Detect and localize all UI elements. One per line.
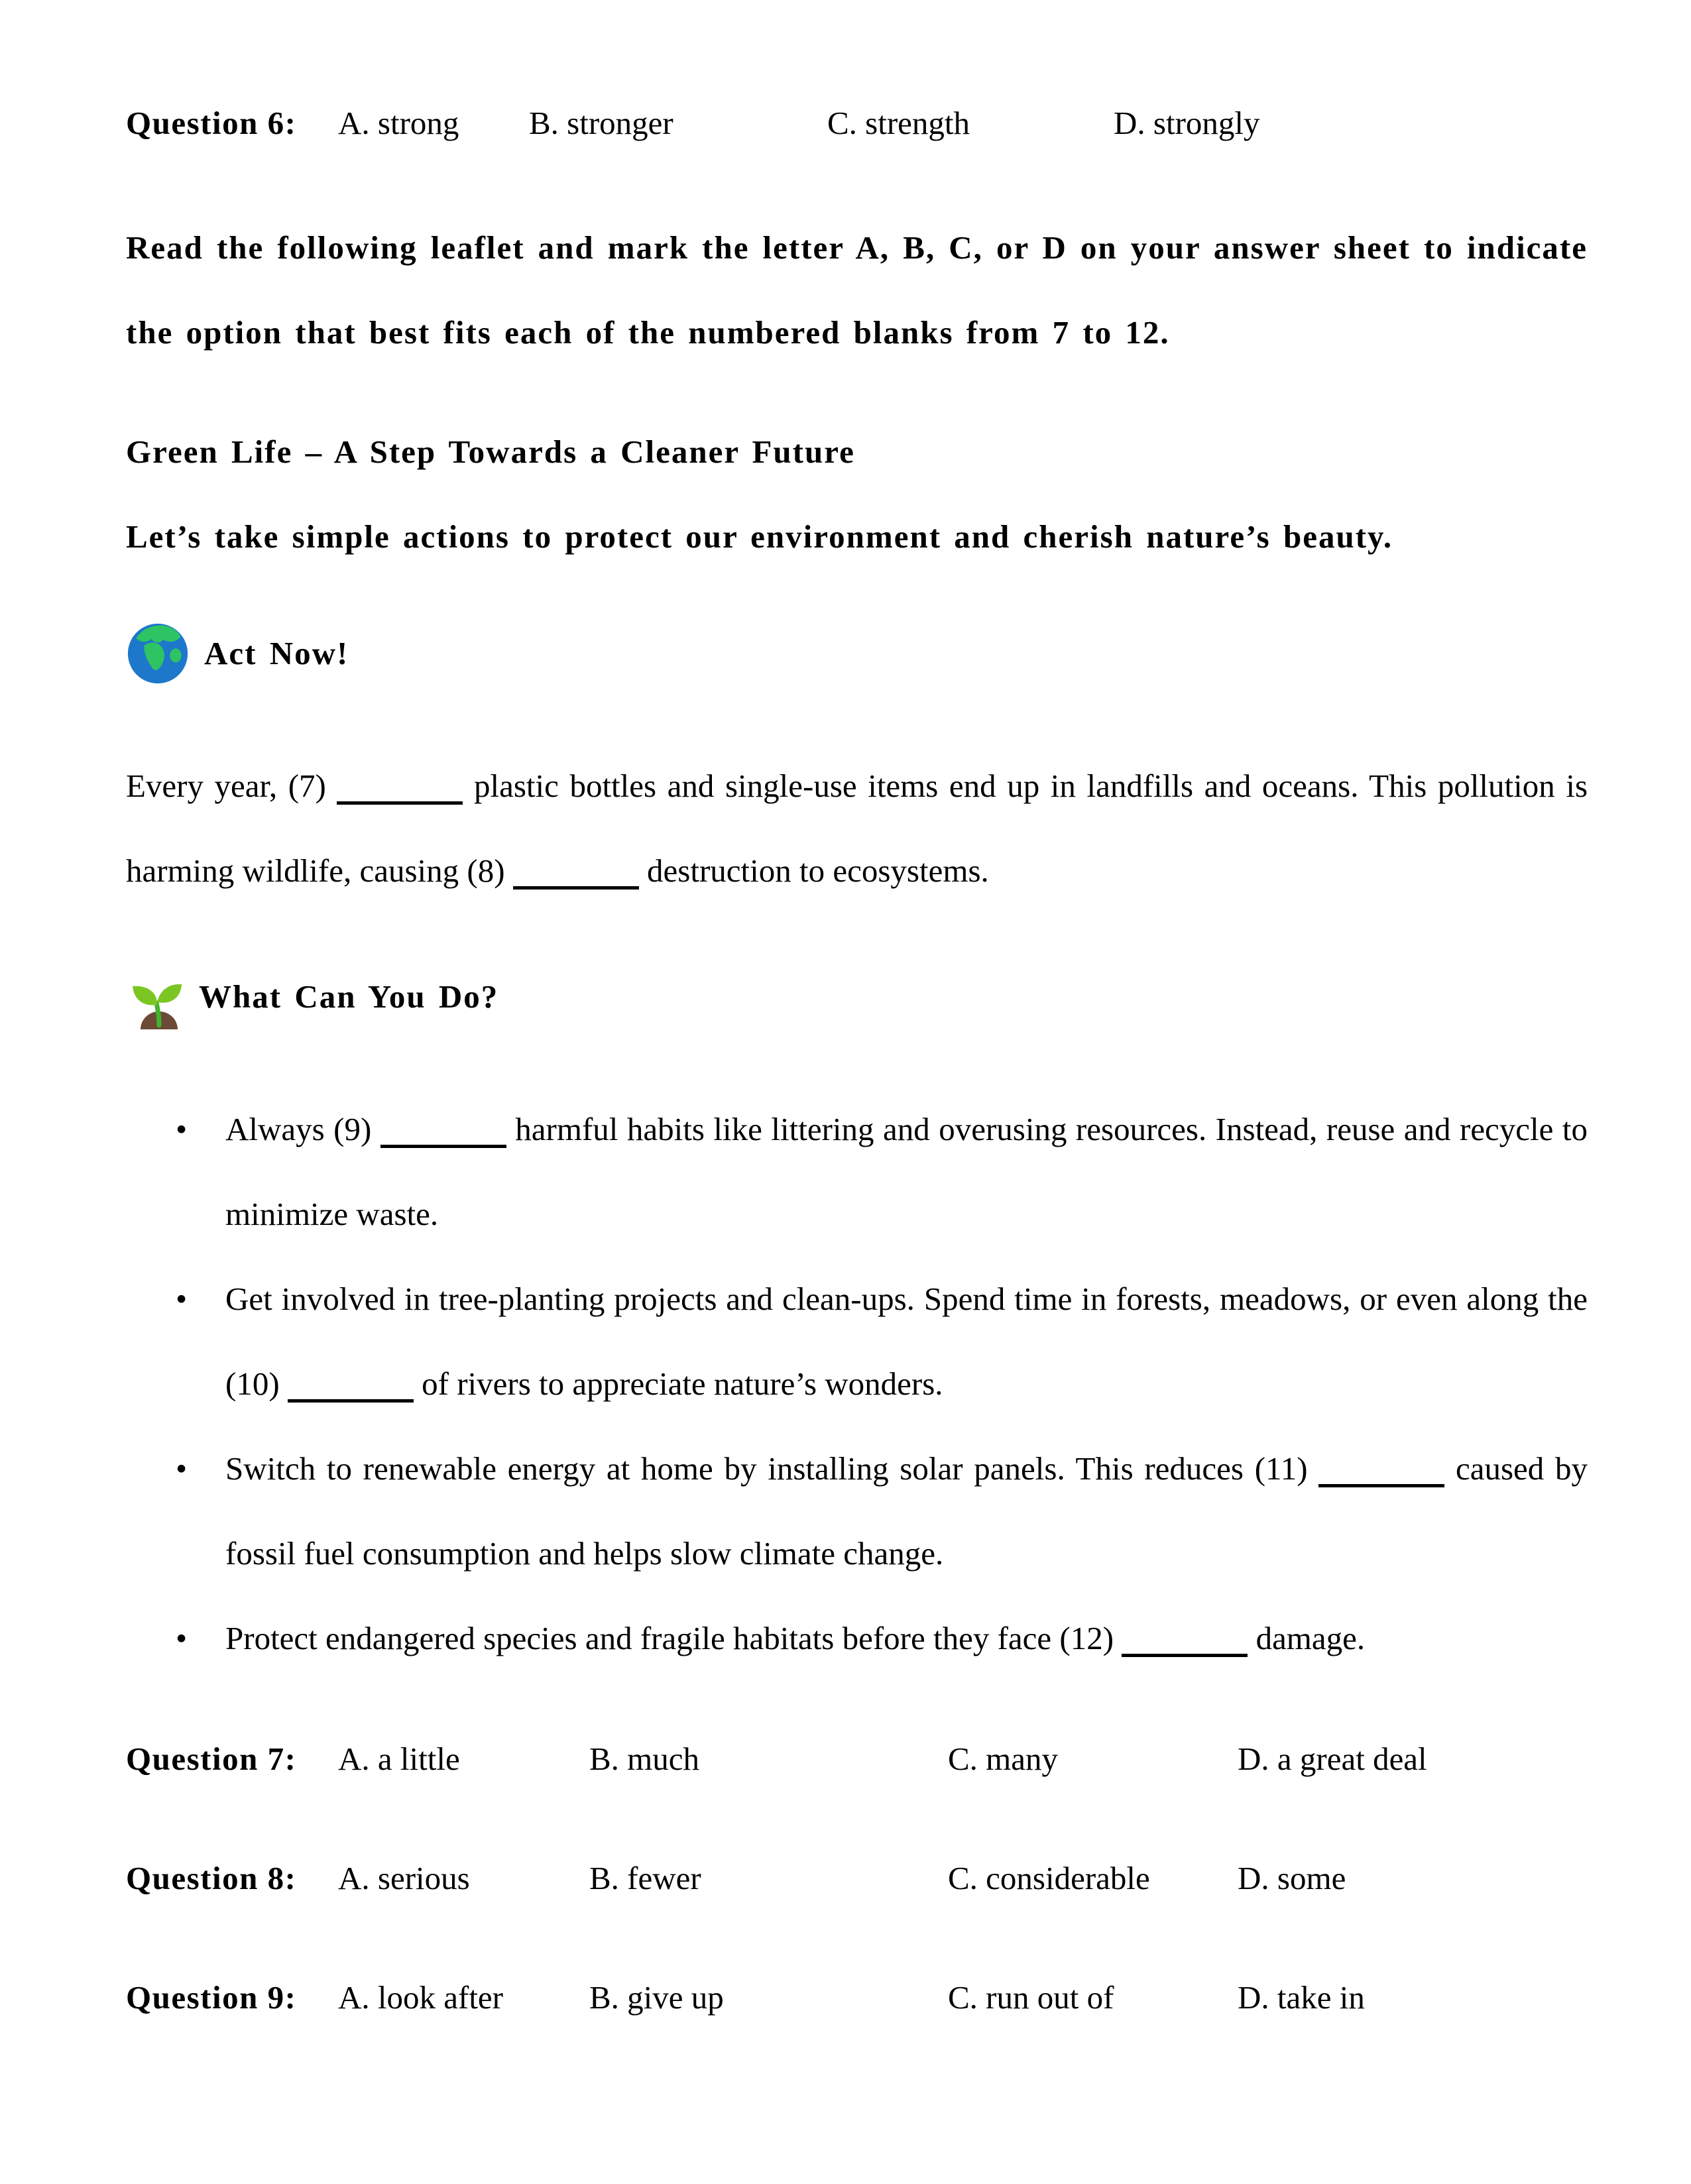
question-8-option-b: B. fewer <box>589 1860 701 1896</box>
question-6-row <box>126 81 1588 166</box>
question-6-option-b: B. stronger <box>529 105 673 141</box>
question-8-row <box>126 1836 1588 1921</box>
intro-paragraph <box>126 744 1588 913</box>
intro-part-2: plastic bottles and single-use items end up in landfills and oceans. This pollution is harming wildlife, causing (8) <box>126 768 1588 889</box>
question-7-label: Question 7: <box>126 1741 297 1777</box>
intro-part-1: Every year, (7) <box>126 768 326 804</box>
question-9-option-b: B. give up <box>589 1979 724 2016</box>
bullet-item-2 <box>126 1257 1588 1426</box>
question-7-option-c: C. many <box>948 1741 1059 1777</box>
blank-9 <box>380 1144 506 1148</box>
blank-10 <box>288 1399 414 1403</box>
bullet-marker: • <box>176 1281 188 1317</box>
bullet-text-2 <box>225 1257 1588 1426</box>
blank-7 <box>337 801 463 805</box>
question-7-option-a: A. a little <box>338 1741 460 1777</box>
question-8-option-a: A. serious <box>338 1860 470 1896</box>
bullet-1-part-2: harmful habits like littering and overusing resources. Instead, reuse and recycle to minimize waste. <box>225 1111 1588 1232</box>
blank-11 <box>1318 1483 1444 1487</box>
blank-12 <box>1122 1653 1248 1657</box>
bullet-marker: • <box>176 1620 188 1656</box>
seedling-icon <box>126 964 192 1033</box>
bullet-text-3 <box>225 1426 1588 1596</box>
bullet-2-part-1: Get involved in tree-planting projects and clean-ups. Spend time in forests, meadows, or even along the (10) <box>225 1281 1588 1402</box>
question-6-option-c: C. strength <box>827 105 970 141</box>
bullet-3-part-1: Switch to renewable energy at home by installing solar panels. This reduces (11) <box>225 1450 1308 1487</box>
globe-europe-africa-icon <box>126 622 190 685</box>
bullet-item-1 <box>126 1087 1588 1257</box>
bullet-text-1 <box>225 1087 1588 1257</box>
question-6-option-d: D. strongly <box>1114 105 1260 141</box>
bullet-2-part-2: of rivers to appreciate nature’s wonders. <box>422 1365 943 1402</box>
leaflet-title-block <box>126 410 1588 579</box>
bullet-item-4 <box>126 1596 1588 1681</box>
leaflet-title: Green Life – A Step Towards a Cleaner Future <box>126 433 855 470</box>
question-7-row <box>126 1717 1588 1802</box>
bullet-marker: • <box>176 1450 188 1487</box>
question-9-option-c: C. run out of <box>948 1979 1114 2016</box>
question-7-option-b: B. much <box>589 1741 700 1777</box>
bullet-item-3 <box>126 1426 1588 1596</box>
bullet-marker: • <box>176 1111 188 1147</box>
question-6-label: Question 6: <box>126 105 297 141</box>
question-8-label: Question 8: <box>126 1860 297 1896</box>
act-now-heading <box>126 611 1588 696</box>
intro-part-3: destruction to ecosystems. <box>647 852 989 889</box>
bullet-4-part-1: Protect endangered species and fragile habitats before they face (12) <box>225 1620 1114 1656</box>
bullet-text-4 <box>225 1596 1588 1681</box>
bullet-3-part-2: caused by fossil fuel consumption and helps slow climate change. <box>225 1450 1588 1572</box>
bullet-1-part-1: Always (9) <box>225 1111 372 1147</box>
what-can-you-do-heading <box>126 954 1588 1039</box>
leaflet-subtitle: Let’s take simple actions to protect our environment and cherish nature’s beauty. <box>126 518 1393 555</box>
question-6-option-a: A. strong <box>338 105 459 141</box>
bullet-4-part-2: damage. <box>1255 1620 1366 1656</box>
bullet-list <box>126 1087 1588 1681</box>
question-9-row <box>126 1955 1588 2040</box>
blank-8 <box>513 886 639 890</box>
question-9-label: Question 9: <box>126 1979 297 2016</box>
question-8-option-d: D. some <box>1238 1860 1346 1896</box>
question-8-option-c: C. considerable <box>948 1860 1150 1896</box>
question-7-option-d: D. a great deal <box>1238 1741 1427 1777</box>
what-can-you-do-heading-text: What Can You Do? <box>199 978 499 1015</box>
act-now-heading-text: Act Now! <box>204 635 349 671</box>
question-9-option-a: A. look after <box>338 1979 503 2016</box>
question-9-option-d: D. take in <box>1238 1979 1365 2016</box>
instruction-text: Read the following leaflet and mark the letter A, B, C, or D on your answer sheet to indicate the option that best fits each of the numbered blanks from 7 to 12. <box>126 229 1588 351</box>
